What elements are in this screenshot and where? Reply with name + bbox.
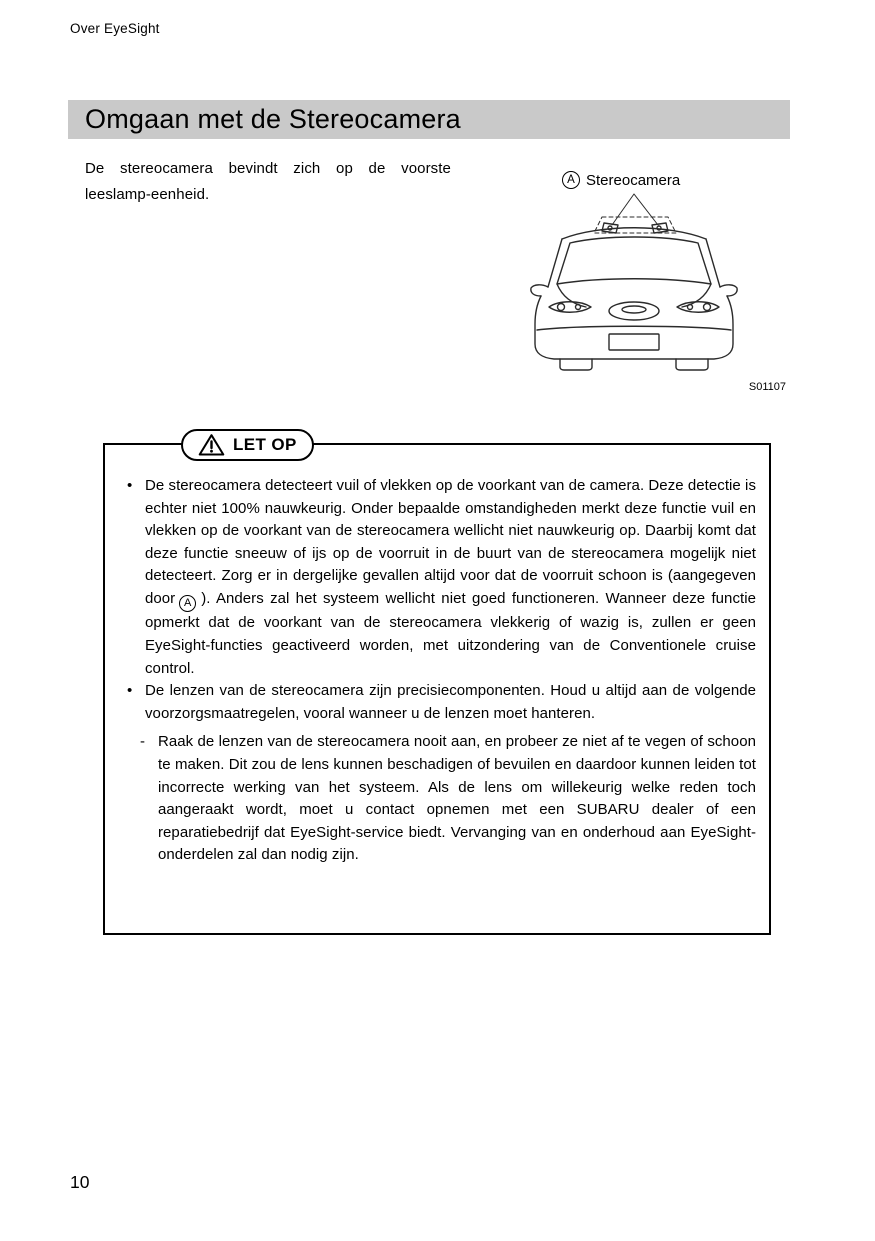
caution-content bbox=[105, 445, 769, 867]
caution-item-2-text: De lenzen van de stereocamera zijn precisiecomponenten. Houd u altijd aan de volgende voorzorgsmaatregelen, vooral wanneer u de lenzen moet hanteren. bbox=[145, 682, 756, 722]
callout-label: Stereocamera bbox=[586, 171, 681, 189]
stereocamera-figure bbox=[498, 170, 798, 393]
caution-list bbox=[127, 475, 756, 867]
caution-item-1-text-b: ). Anders zal het systeem wellicht niet goed functioneren. Wanneer deze functie opmerkt dat de voorkant van de stereocamera vlekkerig of wazig is, zullen er geen EyeSight-functies geactiveerd worden, met uitzondering van de Conventionele cruise control. bbox=[145, 589, 756, 677]
dash-marker: - bbox=[140, 733, 146, 751]
warning-triangle-icon bbox=[198, 433, 225, 457]
caution-item-2 bbox=[127, 680, 756, 725]
caution-item-1-text-a: De stereocamera detecteert vuil of vlekken op de voorkant van de camera. Deze detectie is echter niet 100% nauwkeurig. Onder bepaalde omstandigheden merkt deze functie vuil en vlekken op de voorkant van de stereocamera wellicht niet nauwkeurig op. Daarbij komt dat deze functie sneeuw of ijs op de voorruit in de buurt van de stereocamera mogelijk niet detecteert. Zorg er in dergelijke gevallen altijd voor dat de voorruit schoon is (aangegeven door bbox=[145, 477, 756, 607]
caution-item-1 bbox=[127, 475, 756, 680]
caution-label: LET OP bbox=[233, 435, 297, 454]
figure-code: S01107 bbox=[748, 381, 786, 393]
page-number: 10 bbox=[70, 1172, 90, 1192]
figure-callout bbox=[562, 170, 798, 190]
callout-letter-a: A bbox=[562, 171, 580, 189]
page-title: Omgaan met de Stereocamera bbox=[85, 104, 461, 134]
running-header: Over EyeSight bbox=[70, 21, 160, 36]
intro-paragraph: De stereocamera bevindt zich op de voorste leeslamp-eenheid. bbox=[85, 160, 451, 203]
bullet-marker: • bbox=[127, 682, 133, 700]
section-title-bar bbox=[68, 100, 790, 139]
bullet-marker: • bbox=[127, 477, 133, 494]
caution-box bbox=[103, 435, 771, 935]
caution-item-2-sub-1-text: Raak de lenzen van de stereocamera nooit aan, en probeer ze niet af te vegen of schoon te maken. Dit zou de lens kunnen beschadigen of bevuilen en daardoor kunnen leiden tot incorrecte werking van het systeem. Als de lens om willekeurig welke reden toch aangeraakt wordt, moet u contact opnemen met een SUBARU dealer of een reparatiebedrijf dat EyeSight-service biedt. Vervanging van en onderhoud aan EyeSight-onderdelen zal dan nodig zijn. bbox=[158, 733, 756, 864]
car-front-illustration bbox=[508, 193, 760, 379]
caution-header bbox=[181, 429, 314, 461]
caution-item-2-sub-1 bbox=[140, 731, 756, 867]
inline-callout-letter-a: A bbox=[179, 595, 196, 612]
